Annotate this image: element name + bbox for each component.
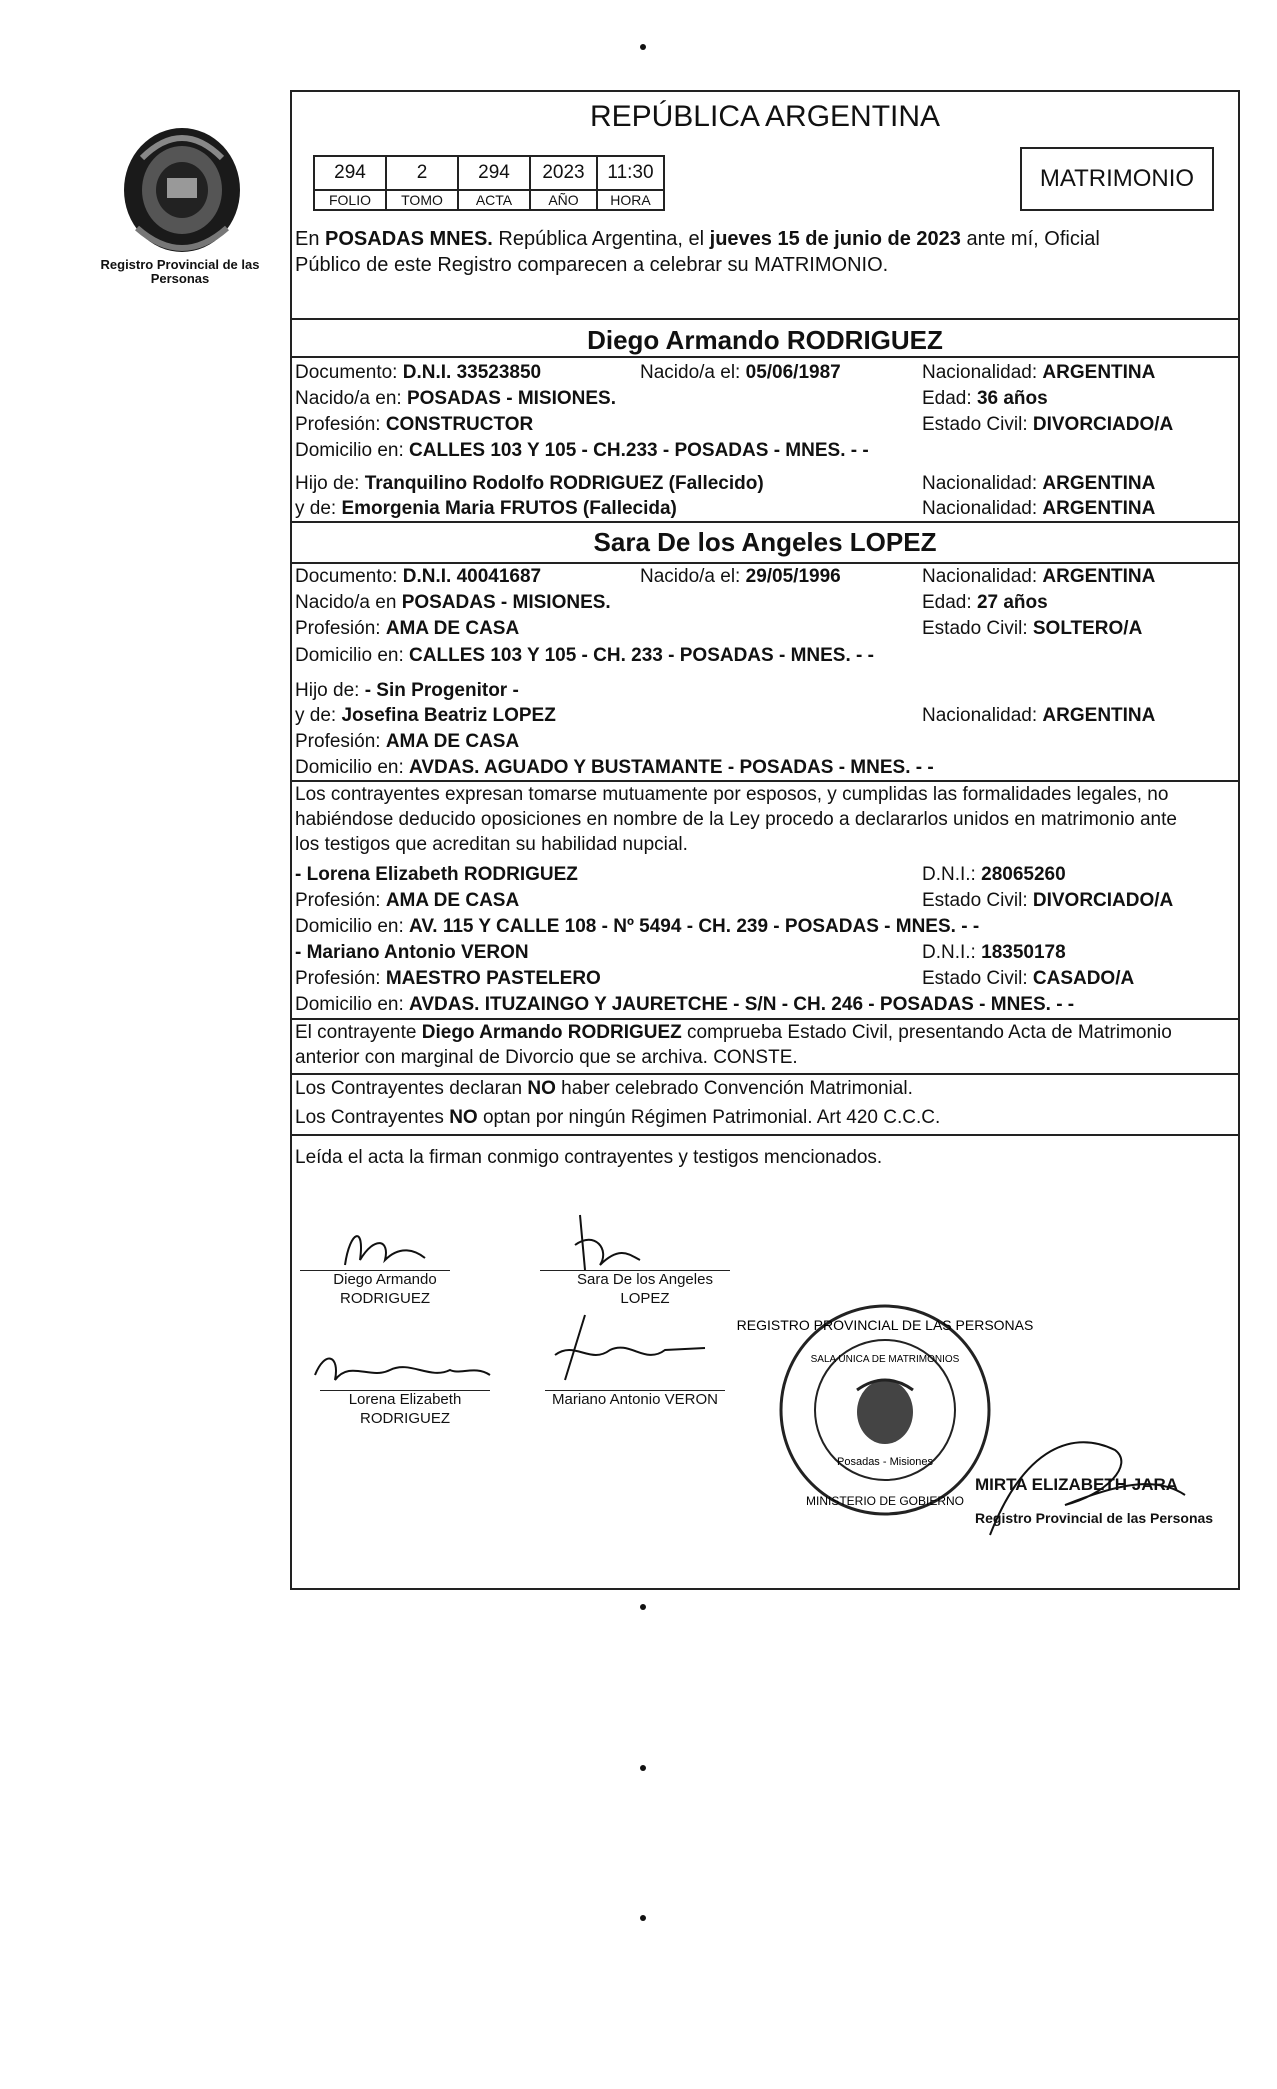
official-seal <box>736 1300 1034 1520</box>
groom-profession: Profesión: CONSTRUCTOR <box>295 414 534 435</box>
witness-2-address: Domicilio en: AVDAS. ITUZAINGO Y JAURETCHE - S/N - CH. 246 - POSADAS - MNES. - - <box>295 994 1075 1015</box>
bride-mother-profession: Profesión: AMA DE CASA <box>295 731 520 752</box>
witness-1-dni: D.N.I.: 28065260 <box>922 864 1066 885</box>
official-org: Registro Provincial de las Personas <box>975 1510 1214 1526</box>
seal-outer-text: REGISTRO PROVINCIAL DE LAS PERSONAS <box>736 1317 1034 1333</box>
convention-line-1: Los Contrayentes declaran NO haber celebrado Convención Matrimonial. <box>295 1078 913 1099</box>
divider <box>290 1073 1240 1075</box>
divider <box>290 780 1240 782</box>
bride-name: Sara De los Angeles LOPEZ <box>593 527 937 557</box>
bride-profession: Profesión: AMA DE CASA <box>295 618 520 639</box>
bride-age: Edad: 27 años <box>922 592 1048 613</box>
logo-caption: Registro Provincial de las Personas <box>100 257 260 286</box>
civil-status-note-1: El contrayente Diego Armando RODRIGUEZ comprueba Estado Civil, presentando Acta de Matrimonio <box>295 1022 1172 1043</box>
divider <box>290 1018 1240 1020</box>
page-title: REPÚBLICA ARGENTINA <box>589 100 941 133</box>
bride-civil-status: Estado Civil: SOLTERO/A <box>922 618 1143 639</box>
scan-dot <box>640 1604 646 1610</box>
declaration-line-1: Los contrayentes expresan tomarse mutuamente por esposos, y cumplidas las formalidades legales, no <box>295 784 1169 805</box>
witness-2-name: - Mariano Antonio VERON <box>295 942 529 963</box>
bride-document: Documento: D.N.I. 40041687 <box>295 566 542 587</box>
witness-2-civil-status: Estado Civil: CASADO/A <box>922 968 1135 989</box>
bride-birthplace: Nacido/a en POSADAS - MISIONES. <box>295 592 611 613</box>
divider <box>290 356 1240 358</box>
divider <box>290 521 1240 523</box>
registry-logo <box>112 118 252 273</box>
witness-1-signature <box>310 1345 500 1395</box>
year-label: AÑO <box>530 190 597 210</box>
act-type-box: MATRIMONIO <box>1020 147 1214 211</box>
groom-father-nationality: Nacionalidad: ARGENTINA <box>922 473 1156 494</box>
bride-father: Hijo de: - Sin Progenitor - <box>295 680 519 701</box>
hour-value: 11:30 <box>597 156 664 190</box>
acta-label: ACTA <box>458 190 530 210</box>
seal-city-text: Posadas - Misiones <box>837 1456 933 1468</box>
folio-value: 294 <box>314 156 386 190</box>
witness-2-dni: D.N.I.: 18350178 <box>922 942 1066 963</box>
seal-bottom-text: MINISTERIO DE GOBIERNO <box>805 1494 965 1508</box>
groom-father: Hijo de: Tranquilino Rodolfo RODRIGUEZ (Fallecido) <box>295 473 764 494</box>
groom-nationality: Nacionalidad: ARGENTINA <box>922 362 1156 383</box>
seal-inner-text: SALA UNICA DE MATRIMONIOS <box>810 1354 960 1365</box>
scan-dot <box>640 1915 646 1921</box>
declaration-line-3: los testigos que acreditan su habilidad nupcial. <box>295 834 688 855</box>
divider <box>290 1134 1240 1136</box>
bride-signature-name: Sara De los Angeles LOPEZ <box>577 1271 713 1307</box>
year-value: 2023 <box>530 156 597 190</box>
groom-mother-nationality: Nacionalidad: ARGENTINA <box>922 498 1156 519</box>
folio-label: FOLIO <box>314 190 386 210</box>
groom-civil-status: Estado Civil: DIVORCIADO/A <box>922 414 1174 435</box>
hour-label: HORA <box>597 190 664 210</box>
convention-line-2: Los Contrayentes NO optan por ningún Régimen Patrimonial. Art 420 C.C.C. <box>295 1107 941 1128</box>
registry-table <box>313 155 665 211</box>
witness-1-signature-name: Lorena Elizabeth RODRIGUEZ <box>348 1391 462 1427</box>
groom-document: Documento: D.N.I. 33523850 <box>295 362 542 383</box>
intro-line-1: En POSADAS MNES. República Argentina, el jueves 15 de junio de 2023 ante mí, Oficial <box>295 228 1100 250</box>
tomo-value: 2 <box>386 156 458 190</box>
intro-line-2: Público de este Registro comparecen a celebrar su MATRIMONIO. <box>295 254 889 276</box>
civil-status-note-2: anterior con marginal de Divorcio que se archiva. CONSTE. <box>295 1047 798 1068</box>
divider <box>290 318 1240 320</box>
scan-dot <box>640 1765 646 1771</box>
bride-mother-nationality: Nacionalidad: ARGENTINA <box>922 705 1156 726</box>
declaration-line-2: habiéndose deducido oposiciones en nombre de la Ley procedo a declararlos unidos en matrimonio ante <box>295 809 1177 830</box>
official-name: MIRTA ELIZABETH JARA <box>975 1475 1179 1494</box>
witness-2-profession: Profesión: MAESTRO PASTELERO <box>295 968 601 989</box>
bride-mother: y de: Josefina Beatriz LOPEZ <box>295 705 556 726</box>
tomo-label: TOMO <box>386 190 458 210</box>
witness-1-civil-status: Estado Civil: DIVORCIADO/A <box>922 890 1174 911</box>
bride-address: Domicilio en: CALLES 103 Y 105 - CH. 233 - POSADAS - MNES. - - <box>295 645 874 666</box>
closing-statement: Leída el acta la firman conmigo contrayentes y testigos mencionados. <box>295 1147 883 1168</box>
witness-1-profession: Profesión: AMA DE CASA <box>295 890 520 911</box>
groom-birthplace: Nacido/a en: POSADAS - MISIONES. <box>295 388 616 409</box>
groom-address: Domicilio en: CALLES 103 Y 105 - CH.233 - POSADAS - MNES. - - <box>295 440 869 461</box>
bride-birthdate: Nacido/a el: 29/05/1996 <box>640 566 841 587</box>
divider <box>290 562 1240 564</box>
groom-name: Diego Armando RODRIGUEZ <box>587 325 943 355</box>
groom-mother: y de: Emorgenia Maria FRUTOS (Fallecida) <box>295 498 677 519</box>
witness-1-address: Domicilio en: AV. 115 Y CALLE 108 - Nº 5494 - CH. 239 - POSADAS - MNES. - - <box>295 916 980 937</box>
scan-dot <box>640 44 646 50</box>
groom-age: Edad: 36 años <box>922 388 1048 409</box>
witness-1-name: - Lorena Elizabeth RODRIGUEZ <box>295 864 578 885</box>
witness-2-signature-name: Mariano Antonio VERON <box>552 1391 718 1408</box>
bride-mother-address: Domicilio en: AVDAS. AGUADO Y BUSTAMANTE - POSADAS - MNES. - - <box>295 757 934 778</box>
groom-signature-name: Diego Armando RODRIGUEZ <box>333 1271 437 1307</box>
witness-2-signature <box>535 1310 715 1390</box>
acta-value: 294 <box>458 156 530 190</box>
groom-birthdate: Nacido/a el: 05/06/1987 <box>640 362 841 383</box>
bride-nationality: Nacionalidad: ARGENTINA <box>922 566 1156 587</box>
